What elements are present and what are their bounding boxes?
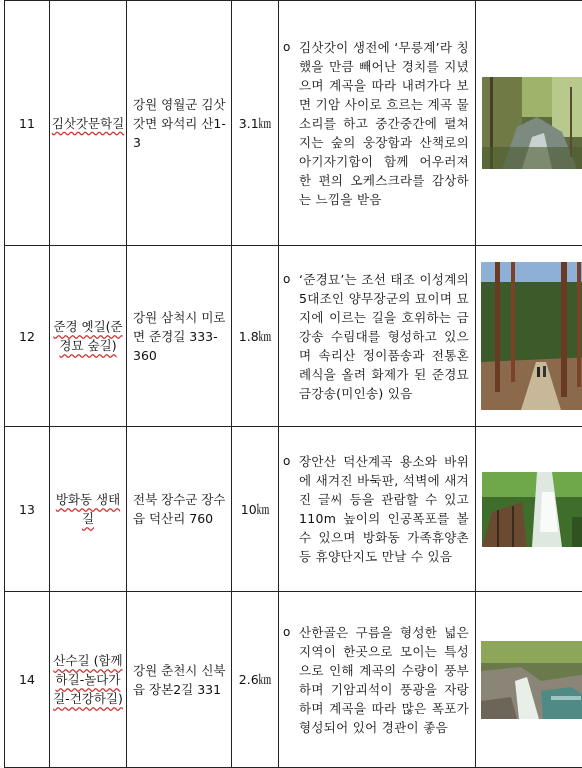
- row-number: 11: [5, 1, 50, 246]
- trail-name: 김삿갓문학길: [50, 1, 127, 246]
- trail-distance: 3.1㎞: [232, 1, 279, 246]
- trail-description: o 산한골은 구름을 형성한 넓은 지역이 한곳으로 모이는 특성으로 인해 계곡의 수량이 풍부하며 기암괴석이 풍광을 자랑하며 계곡을 따라 많은 폭포가 형성되어 있어 경관이 좋음: [279, 592, 476, 768]
- trail-description: o 장안산 덕산계곡 용소와 바위에 새겨진 바둑판, 석벽에 새겨진 글씨 등을 관람할 수 있고 110m 높이의 인공폭포를 볼 수 있으며 방화동 가족휴양촌 등 휴양단지도 만날 수 있음: [279, 427, 476, 592]
- rock-waterfall-photo: [481, 641, 582, 719]
- table-row: [5, 246, 582, 427]
- trail-photo-cell: [476, 246, 582, 427]
- trail-name: 준경 옛길(준경묘 숲길): [50, 246, 127, 427]
- trail-table: [4, 0, 582, 768]
- trail-address: 전북 장수군 장수읍 덕산리 760: [127, 427, 232, 592]
- trail-address: 강원 춘천시 신북읍 장본2길 331: [127, 592, 232, 768]
- bullet-mark: o: [283, 623, 299, 737]
- trail-photo-cell: [476, 592, 582, 768]
- trail-name: 방화동 생태길: [50, 427, 127, 592]
- trail-description: o 김삿갓이 생전에 ‘무릉계’라 칭했을 만큼 빼어난 경치를 지녔으며 계곡을 따라 내려가다 보면 기암 사이로 흐르는 계곡 물소리를 하고 중간중간에 펼쳐지는 숲의 웅장함과 산책로의 아기자기함이 함께 어우러져 한 편의 오케스크라를 감상하는 느낌을 받음: [279, 1, 476, 246]
- row-number: 13: [5, 427, 50, 592]
- forest-stream-photo: [482, 77, 582, 169]
- trail-distance: 10㎞: [232, 427, 279, 592]
- trail-distance: 1.8㎞: [232, 246, 279, 427]
- bullet-mark: o: [283, 270, 299, 403]
- bullet-mark: o: [283, 38, 299, 209]
- trail-photo-cell: [476, 1, 582, 246]
- trail-name: 산수길 (함께하길-놀다가길-건강하길): [50, 592, 127, 768]
- pine-forest-path-photo: [481, 262, 582, 410]
- waterfall-boardwalk-photo: [482, 472, 582, 547]
- table-row: [5, 592, 582, 768]
- row-number: 14: [5, 592, 50, 768]
- bullet-mark: o: [283, 452, 299, 566]
- row-number: 12: [5, 246, 50, 427]
- trail-distance: 2.6㎞: [232, 592, 279, 768]
- table-row: [5, 427, 582, 592]
- table-row: [5, 1, 582, 246]
- trail-address: 강원 삼척시 미로면 준경길 333-360: [127, 246, 232, 427]
- trail-address: 강원 영월군 김삿갓면 와석리 산1-3: [127, 1, 232, 246]
- trail-photo-cell: [476, 427, 582, 592]
- trail-description: o ‘준경묘’는 조선 태조 이성계의 5대조인 양무장군의 묘이며 묘지에 이르는 길을 호위하는 금강송 수림대를 형성하고 있으며 속리산 정이품송과 전통혼례식을 올려 화제가 된 준경묘 금강송(미인송) 있음: [279, 246, 476, 427]
